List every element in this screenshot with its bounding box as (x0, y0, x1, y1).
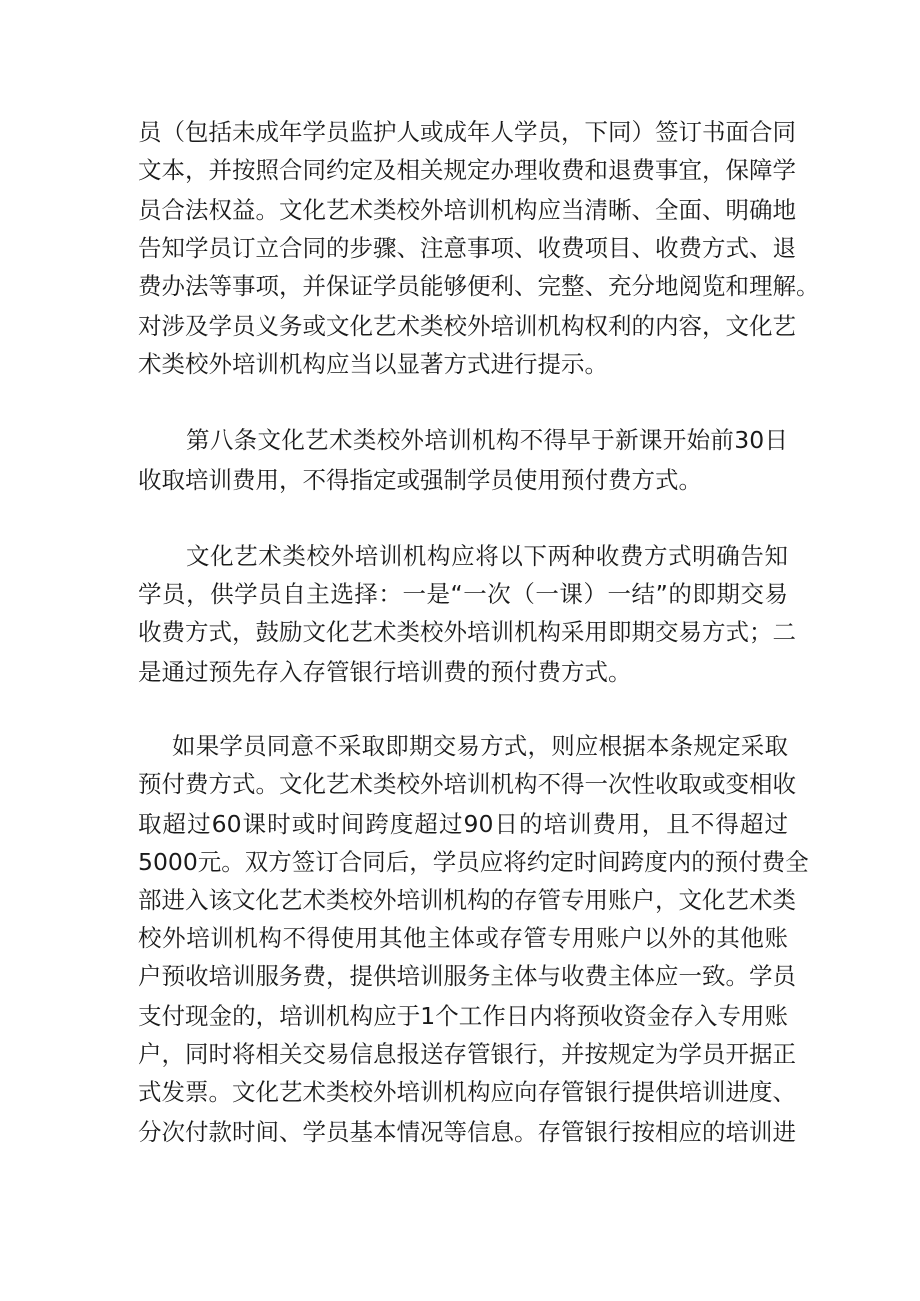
text-line: 是通过预先存入存管银行培训费的预付费方式。 (138, 658, 632, 686)
text-line: 部进入该文化艺术类校外培训机构的存管专用账户，文化艺术类 (138, 886, 796, 914)
paragraph-first-line: 文化艺术类校外培训机构应将以下两种收费方式明确告知 (186, 542, 788, 570)
text-line: 户，同时将相关交易信息报送存管银行，并按规定为学员开据正 (138, 1040, 796, 1068)
text-line: 取超过60课时或时间跨度超过90日的培训费用，且不得超过 (138, 810, 788, 838)
text-line: 5000元。双方签订合同后，学员应将约定时间跨度内的预付费全 (138, 848, 809, 876)
text-line: 费办法等事项，并保证学员能够便利、完整、充分地阅览和理解。 (138, 272, 820, 300)
text-line: 告知学员订立合同的步骤、注意事项、收费项目、收费方式、退 (138, 234, 796, 262)
text-line: 分次付款时间、学员基本情况等信息。存管银行按相应的培训进 (138, 1118, 796, 1146)
text-line: 收取培训费用，不得指定或强制学员使用预付费方式。 (138, 466, 702, 494)
text-line: 术类校外培训机构应当以显著方式进行提示。 (138, 350, 608, 378)
text-line: 收费方式，鼓励文化艺术类校外培训机构采用即期交易方式；二 (138, 618, 796, 646)
text-line: 式发票。文化艺术类校外培训机构应向存管银行提供培训进度、 (138, 1078, 796, 1106)
text-line: 文本，并按照合同约定及相关规定办理收费和退费事宜，保障学 (138, 156, 796, 184)
text-line: 户预收培训服务费，提供培训服务主体与收费主体应一致。学员 (138, 962, 796, 990)
text-line: 员（包括未成年学员监护人或成年人学员，下同）签订书面合同 (138, 118, 796, 146)
article-8-first-line: 第八条文化艺术类校外培训机构不得早于新课开始前30日 (186, 426, 788, 454)
text-line: 对涉及学员义务或文化艺术类校外培训机构权利的内容，文化艺 (138, 312, 796, 340)
text-line: 员合法权益。文化艺术类校外培训机构应当清晰、全面、明确地 (138, 196, 796, 224)
text-line: 学员，供学员自主选择：一是“一次（一课）一结”的即期交易 (138, 580, 788, 608)
text-line: 校外培训机构不得使用其他主体或存管专用账户以外的其他账 (138, 924, 788, 952)
text-line: 支付现金的，培训机构应于1个工作日内将预收资金存入专用账 (138, 1002, 788, 1030)
text-line: 预付费方式。文化艺术类校外培训机构不得一次性收取或变相收 (138, 770, 796, 798)
paragraph-first-line: 如果学员同意不采取即期交易方式，则应根据本条规定采取 (172, 732, 788, 760)
